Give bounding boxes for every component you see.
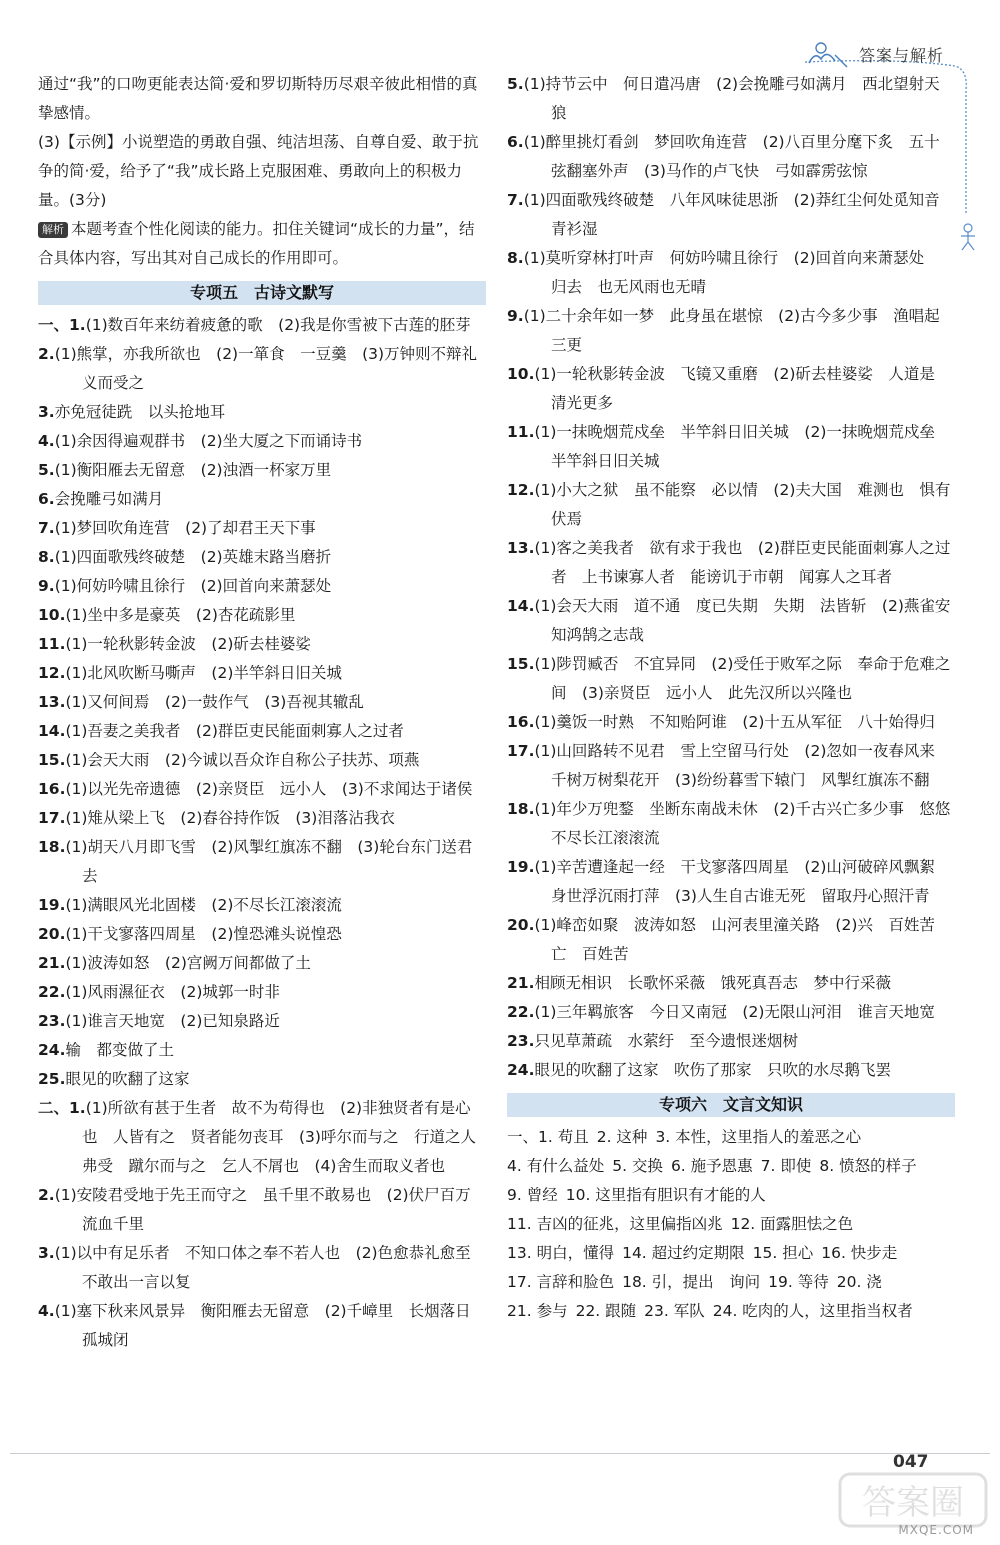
answer-item (507, 592, 955, 650)
answer-text: (1)会天大雨 道不通 度已失期 失期 法皆斩 (2)燕雀安知鸿鹄之志哉 (534, 597, 951, 644)
answer-number: 20. (38, 925, 66, 943)
answer-number: 19. (38, 896, 66, 914)
answer-number: 9. (38, 577, 55, 595)
answer-number: 11. (38, 635, 66, 653)
answer-number: 13. (507, 539, 535, 557)
answer-text: 会挽雕弓如满月 (54, 490, 164, 508)
answer-item (507, 1027, 955, 1056)
answer-number: 24. (38, 1041, 66, 1059)
answer-text: 输 都变做了土 (65, 1041, 174, 1059)
answer-item (38, 340, 486, 398)
analysis-paragraph (38, 215, 486, 273)
answer-item (38, 1036, 486, 1065)
vocab-row (507, 1123, 955, 1152)
answer-item (507, 911, 955, 969)
answer-text: (1)一轮秋影转金波 (2)斫去桂婆娑 (65, 635, 311, 653)
answer-text: (1)三年羁旅客 今日又南冠 (2)无限山河泪 谁言天地宽 (534, 1003, 935, 1021)
answer-item (507, 969, 955, 998)
answer-number: 17. (38, 809, 66, 827)
answer-number: 23. (38, 1012, 66, 1030)
answer-number: 22. (507, 1003, 535, 1021)
vocab-row (507, 1210, 955, 1239)
answer-item (38, 427, 486, 456)
answer-number: 一、1. (38, 316, 86, 334)
answer-number: 5. (38, 461, 55, 479)
answer-number: 4. (38, 1302, 55, 1320)
answer-text: (1)峰峦如聚 波涛如怒 山河表里潼关路 (2)兴 百姓苦 亡 百姓苦 (534, 916, 951, 963)
vocab-entry: 22. 跟随 (575, 1302, 637, 1320)
answer-text: (1)山回路转不见君 雪上空留马行处 (2)忽如一夜春风来 千树万树梨花开 (3)纷纷暮雪下辕门 风掣红旗冻不翻 (534, 742, 951, 789)
watermark-site: MXQE.COM (898, 1523, 974, 1537)
answer-number: 5. (507, 75, 524, 93)
answer-item (507, 795, 966, 853)
answer-item (38, 833, 486, 891)
answer-number: 23. (507, 1032, 535, 1050)
answer-number: 二、1. (38, 1099, 86, 1117)
answer-text: 亦免冠徒跣 以头抢地耳 (54, 403, 226, 421)
answer-item (38, 1094, 486, 1181)
answer-item (507, 650, 955, 708)
answer-number: 16. (507, 713, 535, 731)
answer-item (38, 717, 486, 746)
answer-number: 18. (507, 800, 535, 818)
answer-number: 14. (507, 597, 535, 615)
vocab-entry: 2. 这种 (596, 1128, 648, 1146)
answer-item (38, 601, 486, 630)
answer-number: 12. (38, 664, 66, 682)
answer-item (507, 1056, 955, 1085)
answer-item (38, 398, 486, 427)
vocab-row (507, 1268, 955, 1297)
answer-text: (1)坐中多是豪英 (2)杏花疏影里 (65, 606, 296, 624)
answer-text: (1)羹饭一时熟 不知贻阿谁 (2)十五从军征 八十始得归 (534, 713, 935, 731)
answer-text: (1)何妨吟啸且徐行 (2)回首向来萧瑟处 (54, 577, 332, 595)
answer-number: 6. (38, 490, 55, 508)
vocab-entry: 13. 明白，懂得 (507, 1244, 615, 1262)
answer-item (507, 418, 955, 476)
answer-text: (1)满眼风光北固楼 (2)不尽长江滚滚流 (65, 896, 342, 914)
vocab-entry: 9. 曾经 (507, 1186, 558, 1204)
vocab-entry: 15. 担心 (752, 1244, 814, 1262)
right-column (507, 70, 966, 1326)
intro-line-2: (3)【示例】小说塑造的勇敢自强、纯洁坦荡、自尊自爱、敢于抗争的简·爱，给予了“我”成长路上克服困难、勇敢向上的积极力量。(3分) (38, 133, 479, 209)
answer-number: 6. (507, 133, 524, 151)
answer-text: (1)熊掌，亦我所欲也 (2)一箪食 一豆羹 (3)万钟则不辩礼义而受之 (54, 345, 478, 392)
answer-item (38, 920, 486, 949)
page-number: 047 (893, 1452, 929, 1472)
answer-number: 10. (507, 365, 535, 383)
answer-number: 4. (38, 432, 55, 450)
page-header (805, 36, 944, 72)
answer-text: 只见草萧疏 水萦纡 至今遗恨迷烟树 (534, 1032, 798, 1050)
header-title: 答案与解析 (858, 45, 944, 65)
answer-item (38, 1297, 486, 1355)
vocab-entry: 20. 浇 (836, 1273, 882, 1291)
section-six-answers (507, 1123, 955, 1326)
vocab-entry: 5. 交换 (612, 1157, 663, 1175)
answer-number: 19. (507, 858, 535, 876)
vocab-row (507, 1181, 955, 1210)
answer-text: 相顾无相识 长歌怀采薇 饿死真吾志 梦中行采薇 (534, 974, 891, 992)
mountain-cloud-icon (805, 39, 851, 69)
answer-text: 眼见的吹翻了这家 (65, 1070, 190, 1088)
answer-item (38, 572, 486, 601)
vocab-row (507, 1152, 955, 1181)
answer-text: (1)辛苦遭逢起一经 干戈寥落四周星 (2)山河破碎风飘絮 身世浮沉雨打萍 (3)人生自古谁无死 留取丹心照汗青 (534, 858, 951, 905)
vocab-entry: 21. 参与 (507, 1302, 568, 1320)
answer-text: (1)梦回吹角连营 (2)了却君王天下事 (54, 519, 316, 537)
vocab-entry: 19. 等待 (768, 1273, 829, 1291)
answer-item (38, 804, 486, 833)
answer-item (507, 534, 955, 592)
vocab-entry: 12. 面露胆怯之色 (730, 1215, 854, 1233)
watermark-text: 答案圈 (862, 1483, 964, 1523)
vocab-entry: 14. 超过约定期限 (622, 1244, 745, 1262)
answer-item (507, 708, 955, 737)
left-column (38, 70, 486, 1355)
vocab-entry: 16. 快步走 (821, 1244, 898, 1262)
answer-item (38, 659, 486, 688)
answer-text: (1)所欲有甚于生者 故不为苟得也 (2)非独贤者有是心也 人皆有之 贤者能勿丧耳 (3)呼尔而与之 行道之人弗受 蹴尔而与之 乞人不屑也 (4)舍生而取义者也 (82, 1099, 476, 1175)
answer-number: 17. (507, 742, 535, 760)
answer-text: (1)会天大雨 (2)今诚以吾众诈自称公子扶苏、项燕 (65, 751, 420, 769)
section-five-answers (38, 311, 486, 1094)
vocab-entry: 6. 施予恩惠 (670, 1157, 753, 1175)
answer-text: (1)四面歌残终破楚 八年风味徒思浙 (2)莽红尘何处觅知音 青衫湿 (523, 191, 956, 238)
answer-number: 11. (507, 423, 535, 441)
answer-text: (1)数百年来纺着疲惫的歌 (2)我是你雪被下古莲的胚芽 (85, 316, 471, 334)
answer-item (507, 998, 955, 1027)
analysis-tag: 解析 (38, 222, 68, 238)
answer-number: 21. (38, 954, 66, 972)
answer-number: 12. (507, 481, 535, 499)
vocab-row (507, 1239, 955, 1268)
answer-text: (1)安陵君受地于先王而守之 虽千里不敢易也 (2)伏尸百万 流血千里 (54, 1186, 487, 1233)
answer-item (38, 630, 486, 659)
answer-item (507, 244, 955, 302)
answer-item (38, 1181, 486, 1239)
answer-text: (1)一轮秋影转金波 飞镜又重磨 (2)斫去桂婆娑 人道是 清光更多 (534, 365, 951, 412)
answer-number: 2. (38, 1186, 55, 1204)
answer-text: (1)二十余年如一梦 此身虽在堪惊 (2)古今多少事 渔唱起三更 (523, 307, 940, 354)
answer-text: (1)胡天八月即飞雪 (2)风掣红旗冻不翻 (3)轮台东门送君去 (65, 838, 473, 885)
answer-text: (1)年少万兜鍪 坐断东南战未休 (2)千古兴亡多少事 悠悠 不尽长江滚滚流 (534, 800, 966, 847)
answer-number: 22. (38, 983, 66, 1001)
section-five-part-two-answers (38, 1094, 486, 1355)
answer-item (38, 688, 486, 717)
vocab-entry: 7. 即使 (760, 1157, 812, 1175)
vocab-row (507, 1297, 955, 1326)
answer-item (507, 853, 955, 911)
answer-item (507, 302, 955, 360)
answer-item (507, 70, 955, 128)
answer-item (38, 1239, 486, 1297)
answer-text: 眼见的吹翻了这家 吹伤了那家 只吹的水尽鹅飞罢 (534, 1061, 891, 1079)
answer-item (507, 128, 955, 186)
vocab-entry: 17. 言辞和脸色 (507, 1273, 615, 1291)
answer-item (38, 1007, 486, 1036)
answer-number: 3. (38, 403, 55, 421)
answer-text: (1)醉里挑灯看剑 梦回吹角连营 (2)八百里分麾下炙 五十弦翻塞外声 (3)马作的卢飞快 弓如霹雳弦惊 (523, 133, 940, 180)
section-five-title: 专项五 古诗文默写 (38, 281, 486, 305)
answer-text: (1)一抹晚烟荒戍垒 半竿斜日旧关城 (2)一抹晚烟荒戍垒 半竿斜日旧关城 (534, 423, 951, 470)
answer-number: 10. (38, 606, 66, 624)
answer-number: 2. (38, 345, 55, 363)
answer-number: 21. (507, 974, 535, 992)
answer-item (38, 775, 486, 804)
answer-text: (1)四面歌残终破楚 (2)英雄末路当磨折 (54, 548, 332, 566)
answer-number: 8. (38, 548, 55, 566)
answer-text: (1)持节云中 何日遣冯唐 (2)会挽雕弓如满月 西北望射天狼 (523, 75, 940, 122)
footer-rule (10, 1453, 990, 1454)
section-six-title: 专项六 文言文知识 (507, 1093, 955, 1117)
vocab-entry: 3. 本性，这里指人的羞恶之心 (655, 1128, 862, 1146)
answer-item (38, 514, 486, 543)
answer-item (38, 949, 486, 978)
answer-number: 13. (38, 693, 66, 711)
answer-item (38, 891, 486, 920)
answer-item (507, 476, 955, 534)
answer-item (38, 746, 486, 775)
section-five-continued-answers (507, 70, 966, 1085)
answer-number: 7. (507, 191, 524, 209)
answer-item (38, 978, 486, 1007)
answer-text: (1)小大之狱 虽不能察 必以情 (2)夫大国 难测也 惧有伏焉 (534, 481, 951, 528)
answer-text: (1)衡阳雁去无留意 (2)浊酒一杯家万里 (54, 461, 332, 479)
answer-text: (1)以光先帝遗德 (2)亲贤臣 远小人 (3)不求闻达于诸侯 (65, 780, 473, 798)
answer-item (38, 485, 486, 514)
vocab-entry: 10. 这里指有胆识有才能的人 (565, 1186, 766, 1204)
answer-item (38, 543, 486, 572)
answer-text: (1)北风吹断马嘶声 (2)半竿斜日旧关城 (65, 664, 342, 682)
vocab-entry: 一、1. 苟且 (507, 1128, 589, 1146)
answer-text: (1)莫听穿林打叶声 何妨吟啸且徐行 (2)回首向来萧瑟处 归去 也无风雨也无晴 (523, 249, 940, 296)
answer-text: (1)吾妻之美我者 (2)群臣吏民能面刺寡人之过者 (65, 722, 404, 740)
answer-number: 14. (38, 722, 66, 740)
vocab-entry: 18. 引，提出 询问 (622, 1273, 761, 1291)
answer-item (507, 360, 955, 418)
answer-number: 15. (507, 655, 535, 673)
answer-number: 18. (38, 838, 66, 856)
answer-text: (1)又何间焉 (2)一鼓作气 (3)吾视其辙乱 (65, 693, 364, 711)
answer-number: 7. (38, 519, 55, 537)
answer-item (507, 737, 955, 795)
answer-text: (1)陟罚臧否 不宜异同 (2)受任于败军之际 奉命于危难之间 (3)亲贤臣 远小人 此先汉所以兴隆也 (534, 655, 951, 702)
answer-text: (1)谁言天地宽 (2)已知泉路近 (65, 1012, 280, 1030)
answer-text: (1)风雨濕征衣 (2)城郭一时非 (65, 983, 280, 1001)
answer-item (38, 311, 486, 340)
answer-text: (1)余因得遍观群书 (2)坐大厦之下而诵诗书 (54, 432, 363, 450)
answer-text: (1)客之美我者 欲有求于我也 (2)群臣吏民能面刺寡人之过者 上书谏寡人者 能谤讥于市朝 闻寡人之耳者 (534, 539, 951, 586)
answer-number: 25. (38, 1070, 66, 1088)
answer-number: 3. (38, 1244, 55, 1262)
answer-item (38, 456, 486, 485)
answer-text: (1)波涛如怒 (2)宫阙万间都做了土 (65, 954, 311, 972)
answer-item (507, 186, 955, 244)
answer-number: 20. (507, 916, 535, 934)
vocab-entry: 8. 愤怒的样子 (819, 1157, 917, 1175)
answer-text: (1)雉从梁上飞 (2)舂谷持作饭 (3)泪落沾我衣 (65, 809, 395, 827)
vocab-entry: 23. 军队 (644, 1302, 705, 1320)
answer-text: (1)以中有足乐者 不知口体之奉不若人也 (2)色愈恭礼愈至 不敢出一言以复 (54, 1244, 487, 1291)
answer-item (38, 1065, 486, 1094)
vocab-entry: 4. 有什么益处 (507, 1157, 605, 1175)
intro-line-1: 通过“我”的口吻更能表达简·爱和罗切斯特历尽艰辛彼此相惜的真挚感情。 (38, 75, 478, 122)
answer-text: (1)塞下秋来风景异 衡阳雁去无留意 (2)千嶂里 长烟落日孤城闭 (54, 1302, 471, 1349)
answer-number: 16. (38, 780, 66, 798)
answer-text: (1)干戈寥落四周星 (2)惶恐滩头说惶恐 (65, 925, 342, 943)
answer-number: 15. (38, 751, 66, 769)
vocab-entry: 11. 吉凶的征兆，这里偏指凶兆 (507, 1215, 723, 1233)
answer-number: 8. (507, 249, 524, 267)
vocab-entry: 24. 吃肉的人，这里指当权者 (712, 1302, 913, 1320)
answer-number: 24. (507, 1061, 535, 1079)
answer-number: 9. (507, 307, 524, 325)
analysis-text: 本题考查个性化阅读的能力。扣住关键词“成长的力量”，结合具体内容，写出其对自己成长的作用即可。 (38, 220, 475, 267)
